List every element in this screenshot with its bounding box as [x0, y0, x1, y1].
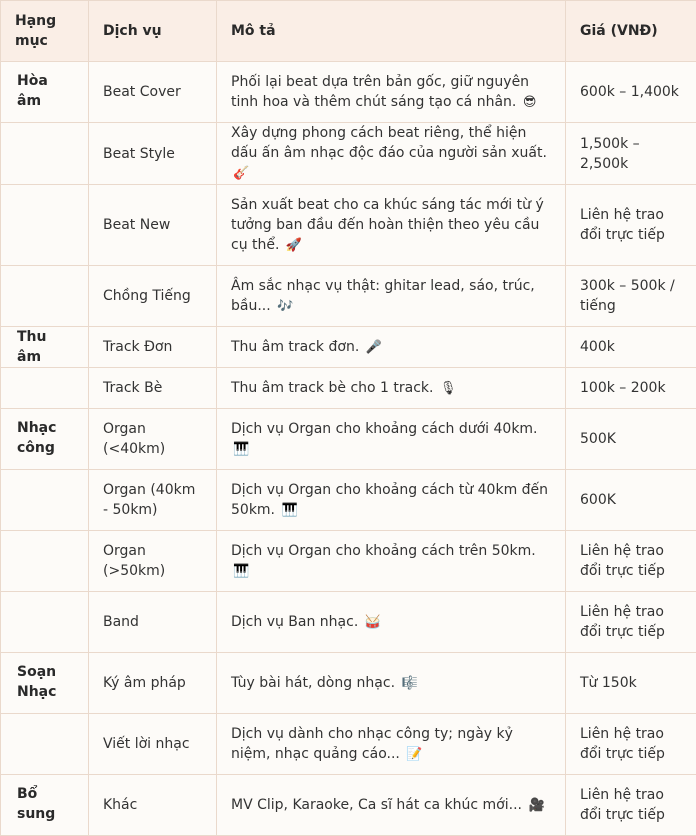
emoji-icon: 🎥 — [528, 797, 545, 813]
emoji-icon: 🎶 — [277, 298, 294, 314]
description-text: Xây dựng phong cách beat riêng, thể hiện dấu ấn âm nhạc độc đáo của người sản xuất. — [231, 125, 547, 161]
service-cell: Band — [89, 592, 217, 653]
table-row — [1, 653, 696, 714]
category-cell: Nhạc công — [1, 409, 89, 470]
category-cell — [1, 531, 89, 592]
table-row — [1, 327, 696, 368]
price-cell: 600K — [566, 470, 696, 531]
table-row — [1, 592, 696, 653]
service-cell: Organ (<40km) — [89, 409, 217, 470]
description-cell — [217, 470, 566, 531]
price-cell: Liên hệ trao đổi trực tiếp — [566, 592, 696, 653]
category-cell — [1, 123, 89, 185]
description-cell — [217, 592, 566, 653]
emoji-icon: 🥁 — [364, 614, 381, 630]
description-text: Tùy bài hát, dòng nhạc. — [231, 674, 396, 691]
service-cell: Chồng Tiếng — [89, 266, 217, 327]
header-category: Hạng mục — [1, 1, 89, 62]
description-cell — [217, 266, 566, 327]
price-cell: Liên hệ trao đổi trực tiếp — [566, 531, 696, 592]
emoji-icon: 🎼 — [401, 675, 418, 691]
table-row — [1, 368, 696, 409]
description-cell — [217, 327, 566, 368]
price-cell: Liên hệ trao đổi trực tiếp — [566, 775, 696, 836]
service-cell: Viết lời nhạc — [89, 714, 217, 775]
price-cell: 600k – 1,400k — [566, 62, 696, 123]
table-row — [1, 123, 696, 185]
table-row — [1, 185, 696, 266]
description-cell — [217, 368, 566, 409]
description-text: Thu âm track bè cho 1 track. — [231, 379, 434, 396]
service-cell: Track Đơn — [89, 327, 217, 368]
price-cell: Liên hệ trao đổi trực tiếp — [566, 185, 696, 266]
description-cell — [217, 775, 566, 836]
emoji-icon: 📝 — [406, 746, 423, 762]
description-cell — [217, 714, 566, 775]
description-cell — [217, 409, 566, 470]
service-cell: Beat Style — [89, 123, 217, 185]
price-cell: 100k – 200k — [566, 368, 696, 409]
table-row — [1, 409, 696, 470]
description-cell — [217, 185, 566, 266]
description-cell — [217, 531, 566, 592]
description-text: Dịch vụ Organ cho khoảng cách dưới 40km. — [231, 420, 538, 437]
service-cell: Beat New — [89, 185, 217, 266]
header-price: Giá (VNĐ) — [566, 1, 696, 62]
service-cell: Ký âm pháp — [89, 653, 217, 714]
emoji-icon: 🎹 — [233, 441, 250, 457]
service-cell: Organ (40km - 50km) — [89, 470, 217, 531]
category-cell: Bổ sung — [1, 775, 89, 836]
category-cell: Thu âm — [1, 327, 89, 368]
description-cell — [217, 653, 566, 714]
description-text: Dịch vụ Organ cho khoảng cách trên 50km. — [231, 542, 536, 559]
table-row — [1, 62, 696, 123]
service-cell: Organ (>50km) — [89, 531, 217, 592]
header-description: Mô tả — [217, 1, 566, 62]
emoji-icon: 🚀 — [285, 237, 303, 253]
category-cell — [1, 714, 89, 775]
description-text: Dịch vụ Organ cho khoảng cách từ 40km đến 50km. — [231, 481, 549, 518]
table-body — [1, 62, 696, 836]
table-row — [1, 714, 696, 775]
description-text: Dịch vụ Ban nhạc. — [231, 613, 359, 630]
table-row — [1, 266, 696, 327]
description-text: Âm sắc nhạc vụ thật: ghitar lead, sáo, trúc, bầu... — [231, 277, 535, 314]
price-cell: Từ 150k — [566, 653, 696, 714]
price-cell: 300k – 500k / tiếng — [566, 266, 696, 327]
category-cell — [1, 592, 89, 653]
emoji-icon: 🎹 — [233, 563, 250, 579]
emoji-icon: 😎 — [522, 94, 537, 110]
header-row — [1, 1, 696, 62]
emoji-icon: 🎹 — [281, 502, 298, 518]
price-cell: 500K — [566, 409, 696, 470]
table-row — [1, 470, 696, 531]
service-cell: Beat Cover — [89, 62, 217, 123]
service-cell: Khác — [89, 775, 217, 836]
description-text: Dịch vụ dành cho nhạc công ty; ngày kỷ niệm, nhạc quảng cáo... — [231, 725, 513, 762]
description-text: Phối lại beat dựa trên bản gốc, giữ nguyên tinh hoa và thêm chút sáng tạo cá nhân. — [231, 73, 530, 110]
category-cell — [1, 368, 89, 409]
price-cell: 1,500k – 2,500k — [566, 123, 696, 185]
table-row — [1, 531, 696, 592]
category-cell: Hòa âm — [1, 62, 89, 123]
description-cell — [217, 62, 566, 123]
category-cell — [1, 470, 89, 531]
description-cell — [217, 123, 566, 185]
table-row — [1, 775, 696, 836]
category-cell — [1, 185, 89, 266]
emoji-icon: 🎙 — [439, 380, 457, 396]
header-service: Dịch vụ — [89, 1, 217, 62]
description-text: Thu âm track đơn. — [231, 338, 360, 355]
description-text: MV Clip, Karaoke, Ca sĩ hát ca khúc mới... — [231, 796, 522, 813]
description-text: Sản xuất beat cho ca khúc sáng tác mới từ ý tưởng ban đầu đến hoàn thiện theo yêu cầu cụ thể. — [231, 196, 544, 253]
emoji-icon: 🎸 — [233, 166, 250, 181]
service-cell: Track Bè — [89, 368, 217, 409]
emoji-icon: 🎤 — [365, 339, 382, 355]
category-cell — [1, 266, 89, 327]
price-cell: Liên hệ trao đổi trực tiếp — [566, 714, 696, 775]
category-cell: Soạn Nhạc — [1, 653, 89, 714]
price-cell: 400k — [566, 327, 696, 368]
